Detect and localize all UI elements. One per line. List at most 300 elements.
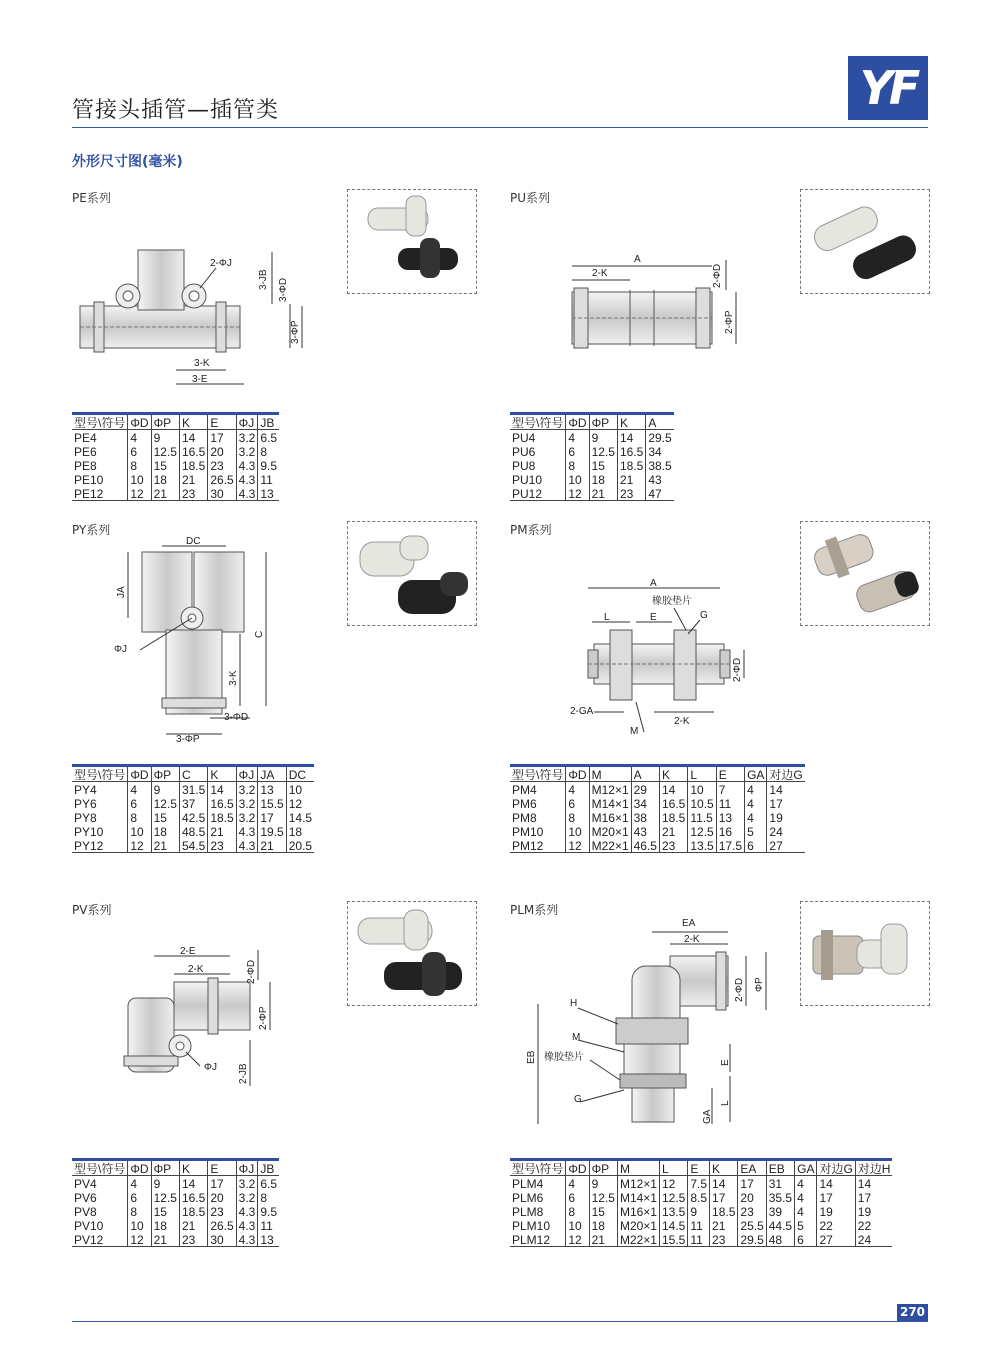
plm-table-row bbox=[510, 1218, 892, 1232]
plm-col-header: 型号\符号 bbox=[512, 1161, 564, 1176]
py-table-cell: PY4 bbox=[74, 782, 97, 797]
pe-table-row bbox=[72, 430, 279, 445]
plm-table-cell: 9 bbox=[688, 1204, 710, 1218]
py-table-cell: 12 bbox=[128, 838, 151, 853]
pm-table-cell: M12×1 bbox=[589, 782, 631, 797]
page-number: 270 bbox=[897, 1304, 928, 1321]
plm-table-cell: 25.5 bbox=[738, 1218, 766, 1232]
pv-table-cell: 30 bbox=[208, 1232, 236, 1247]
pe-col-header: K bbox=[179, 414, 207, 430]
py-table-cell: 18 bbox=[286, 824, 314, 838]
plm-table-cell: 14 bbox=[855, 1176, 892, 1191]
pu-table-cell: 18 bbox=[589, 472, 617, 486]
pe-table-cell: 3.2 bbox=[236, 430, 258, 445]
plm-series-label: PLM系列 bbox=[510, 903, 559, 917]
pv-table-cell: 4 bbox=[128, 1176, 151, 1191]
plm-table-row bbox=[510, 1204, 892, 1218]
pm-table-cell: 46.5 bbox=[631, 838, 659, 853]
pu-col-header: ΦD bbox=[566, 414, 589, 430]
pv-table-cell: 9 bbox=[151, 1176, 179, 1191]
plm-table-row bbox=[510, 1232, 892, 1247]
plm-col-header: EB bbox=[766, 1160, 794, 1176]
plm-table-cell: M22×1 bbox=[617, 1232, 659, 1247]
pv-table-row bbox=[72, 1190, 279, 1204]
py-table-cell: 48.5 bbox=[179, 824, 207, 838]
page-title: 管接头插管—插管类 bbox=[72, 98, 280, 123]
pe-table-cell: 21 bbox=[151, 486, 179, 501]
pe-table-cell: 6 bbox=[128, 444, 151, 458]
pm-table-cell: 6 bbox=[745, 838, 767, 853]
pe-dim-k: 3-K bbox=[194, 358, 210, 369]
plm-table-cell: 6 bbox=[566, 1190, 589, 1204]
plm-table-cell: PLM6 bbox=[512, 1190, 544, 1205]
pm-col-header: M bbox=[589, 766, 631, 782]
pu-table-cell: 15 bbox=[589, 458, 617, 472]
pe-table-cell: PE10 bbox=[74, 472, 104, 487]
pe-table-cell: 3.2 bbox=[236, 444, 258, 458]
py-table-cell: PY10 bbox=[74, 824, 104, 839]
pv-table-cell: PV8 bbox=[74, 1204, 97, 1219]
pm-table-row bbox=[510, 838, 805, 853]
pu-col-header: 型号\符号 bbox=[512, 415, 564, 430]
pm-product-photo bbox=[800, 521, 930, 626]
py-table-cell: 12.5 bbox=[151, 796, 179, 810]
pu-col-header: K bbox=[617, 414, 645, 430]
plm-table-cell: 5 bbox=[795, 1218, 817, 1232]
py-table-cell: 3.2 bbox=[236, 810, 258, 824]
pe-dim-d: 3-ΦD bbox=[278, 277, 289, 302]
pm-table-cell: 10.5 bbox=[688, 796, 716, 810]
pe-table-cell: 4 bbox=[128, 430, 151, 445]
pm-table-cell: 27 bbox=[767, 838, 805, 853]
plm-table-cell: 12.5 bbox=[589, 1190, 617, 1204]
pe-product-photo bbox=[347, 189, 477, 294]
py-table-row bbox=[72, 824, 314, 838]
pv-table-cell: 15 bbox=[151, 1204, 179, 1218]
pu-table-cell: PU4 bbox=[512, 430, 536, 445]
pe-table-cell: 12 bbox=[128, 486, 151, 501]
plm-table-cell: 11 bbox=[688, 1218, 710, 1232]
py-col-header: ΦP bbox=[151, 766, 179, 782]
plm-table-cell: 21 bbox=[710, 1218, 738, 1232]
py-table-cell: 9 bbox=[151, 782, 179, 797]
pv-table-cell: 12.5 bbox=[151, 1190, 179, 1204]
plm-dim-g: G bbox=[574, 1094, 582, 1105]
header-divider bbox=[72, 127, 928, 128]
plm-table-cell: 22 bbox=[817, 1218, 855, 1232]
pm-dim-ga: 2-GA bbox=[570, 706, 594, 717]
py-dim-dc: DC bbox=[186, 536, 201, 547]
pv-dim-jb: 2-JB bbox=[238, 1063, 249, 1084]
pm-table-cell: M22×1 bbox=[589, 838, 631, 853]
py-col-header: ΦD bbox=[128, 766, 151, 782]
pe-table-cell: 15 bbox=[151, 458, 179, 472]
plm-col-header: M bbox=[617, 1160, 659, 1176]
pv-table-cell: 3.2 bbox=[236, 1190, 258, 1204]
pe-table-cell: PE6 bbox=[74, 444, 97, 459]
plm-table-cell: 17 bbox=[817, 1190, 855, 1204]
plm-dimension-drawing bbox=[520, 912, 780, 1134]
py-table-cell: 15 bbox=[151, 810, 179, 824]
py-table-cell: 31.5 bbox=[179, 782, 207, 797]
pe-table-cell: 23 bbox=[208, 458, 236, 472]
pu-table-cell: 23 bbox=[617, 486, 645, 501]
pu-col-header: ΦP bbox=[589, 414, 617, 430]
pm-series-label: PM系列 bbox=[510, 523, 552, 537]
plm-dim-ga: GA bbox=[702, 1109, 713, 1124]
plm-table-cell: 22 bbox=[855, 1218, 892, 1232]
pe-table-cell: 26.5 bbox=[208, 472, 236, 486]
py-table-cell: 12 bbox=[286, 796, 314, 810]
py-col-header: ΦJ bbox=[236, 766, 258, 782]
pm-table-cell: 11.5 bbox=[688, 810, 716, 824]
pm-table-cell: M16×1 bbox=[589, 810, 631, 824]
py-table-cell: 3.2 bbox=[236, 782, 258, 797]
plm-table-cell: 24 bbox=[855, 1232, 892, 1247]
plm-table-cell: PLM12 bbox=[512, 1232, 551, 1247]
pu-dim-d: 2-ΦD bbox=[712, 263, 723, 288]
pv-table-cell: 4.3 bbox=[236, 1204, 258, 1218]
pv-table-cell: 8 bbox=[258, 1190, 279, 1204]
plm-table-cell: PLM10 bbox=[512, 1218, 551, 1233]
pv-table-cell: 23 bbox=[179, 1232, 207, 1247]
plm-col-header: K bbox=[710, 1160, 738, 1176]
pm-dim-l: L bbox=[604, 612, 610, 623]
py-col-header: DC bbox=[286, 766, 314, 782]
pm-col-header: L bbox=[688, 766, 716, 782]
plm-col-header: ΦP bbox=[589, 1160, 617, 1176]
plm-table-row bbox=[510, 1190, 892, 1204]
pu-table-cell: 10 bbox=[566, 472, 589, 486]
plm-table-cell: PLM8 bbox=[512, 1204, 544, 1219]
plm-col-header: L bbox=[659, 1160, 687, 1176]
pv-table-cell: 8 bbox=[128, 1204, 151, 1218]
pu-table-cell: 12 bbox=[566, 486, 589, 501]
pv-table-cell: 4.3 bbox=[236, 1232, 258, 1247]
pv-table-cell: 26.5 bbox=[208, 1218, 236, 1232]
plm-table-cell: 15.5 bbox=[659, 1232, 687, 1247]
pm-col-header: K bbox=[659, 766, 687, 782]
pm-table-cell: 38 bbox=[631, 810, 659, 824]
py-table-cell: 21 bbox=[208, 824, 236, 838]
py-dim-ja: JA bbox=[116, 586, 127, 598]
pm-table-row bbox=[510, 824, 805, 838]
py-table-cell: 14 bbox=[208, 782, 236, 797]
pu-table-cell: 38.5 bbox=[646, 458, 674, 472]
pe-table-row bbox=[72, 486, 279, 501]
plm-col-header: 对边G bbox=[817, 1160, 855, 1176]
pv-dimension-drawing bbox=[120, 940, 280, 1090]
pe-table-cell: 20 bbox=[208, 444, 236, 458]
pe-table-cell: PE8 bbox=[74, 458, 97, 473]
pm-col-header: E bbox=[716, 766, 744, 782]
pu-table-row bbox=[510, 486, 674, 501]
pv-col-header: E bbox=[208, 1160, 236, 1176]
plm-table-cell: 4 bbox=[795, 1190, 817, 1204]
plm-table-cell: 23 bbox=[738, 1204, 766, 1218]
pu-table-cell: 16.5 bbox=[617, 444, 645, 458]
pm-dim-rubber: 橡胶垫片 bbox=[652, 596, 692, 607]
pv-table-cell: 20 bbox=[208, 1190, 236, 1204]
pe-table-cell: 23 bbox=[179, 486, 207, 501]
pm-dim-g: G bbox=[700, 610, 708, 621]
pm-table-cell: 17 bbox=[767, 796, 805, 810]
pe-table-row bbox=[72, 472, 279, 486]
plm-dim-p: ΦP bbox=[754, 977, 765, 992]
pe-table-cell: 4.3 bbox=[236, 472, 258, 486]
plm-table-cell: 17 bbox=[710, 1190, 738, 1204]
plm-table-cell: 19 bbox=[855, 1204, 892, 1218]
pe-table-cell: 12.5 bbox=[151, 444, 179, 458]
pm-table-cell: 14 bbox=[659, 782, 687, 797]
plm-table-cell: 12 bbox=[659, 1176, 687, 1191]
py-table-row bbox=[72, 810, 314, 824]
pv-dim-j: ΦJ bbox=[204, 1062, 217, 1073]
pv-table-cell: 18 bbox=[151, 1218, 179, 1232]
pm-table-cell: 14 bbox=[767, 782, 805, 797]
plm-table-cell: 17 bbox=[738, 1176, 766, 1191]
py-table-cell: PY6 bbox=[74, 796, 97, 811]
py-table-cell: 15.5 bbox=[258, 796, 286, 810]
plm-dim-rubber: 橡胶垫片 bbox=[544, 1052, 584, 1063]
plm-table-cell: 19 bbox=[817, 1204, 855, 1218]
pu-table-cell: 6 bbox=[566, 444, 589, 458]
pm-dim-d: 2-ΦD bbox=[732, 657, 743, 682]
pv-table-cell: 16.5 bbox=[179, 1190, 207, 1204]
pm-table-cell: M14×1 bbox=[589, 796, 631, 810]
pv-col-header: ΦP bbox=[151, 1160, 179, 1176]
pu-table-cell: PU10 bbox=[512, 472, 543, 487]
pv-col-header: JB bbox=[258, 1160, 279, 1176]
pv-table-cell: 18.5 bbox=[179, 1204, 207, 1218]
plm-col-header: GA bbox=[795, 1160, 817, 1176]
py-table-cell: 18.5 bbox=[208, 810, 236, 824]
pu-table-cell: PU12 bbox=[512, 486, 543, 501]
plm-table-cell: 4 bbox=[566, 1176, 589, 1191]
section-subtitle: 外形尺寸图(毫米) bbox=[72, 154, 183, 170]
pv-table-row bbox=[72, 1218, 279, 1232]
pm-dim-a: A bbox=[650, 578, 657, 589]
plm-table-row bbox=[510, 1176, 892, 1191]
pm-table-cell: 29 bbox=[631, 782, 659, 797]
pu-table-row bbox=[510, 444, 674, 458]
plm-table-cell: 14 bbox=[710, 1176, 738, 1191]
py-dim-j: ΦJ bbox=[114, 644, 127, 655]
plm-table-cell: 44.5 bbox=[766, 1218, 794, 1232]
pu-product-photo bbox=[800, 189, 930, 294]
pe-table-cell: 14 bbox=[179, 430, 207, 445]
pv-col-header: ΦD bbox=[128, 1160, 151, 1176]
pe-table-cell: 18.5 bbox=[179, 458, 207, 472]
pm-table-cell: 10 bbox=[566, 824, 589, 838]
pv-table-cell: 4.3 bbox=[236, 1218, 258, 1232]
plm-col-header: EA bbox=[738, 1160, 766, 1176]
pv-dim-e: 2-E bbox=[180, 946, 196, 957]
pv-product-photo bbox=[347, 901, 477, 1006]
plm-spec-table bbox=[510, 1158, 892, 1247]
plm-table-cell: 20 bbox=[738, 1190, 766, 1204]
py-table-cell: 19.5 bbox=[258, 824, 286, 838]
plm-table-cell: 6 bbox=[795, 1232, 817, 1247]
pu-table-cell: 43 bbox=[646, 472, 674, 486]
py-col-header: C bbox=[179, 766, 207, 782]
pv-table-cell: 3.2 bbox=[236, 1176, 258, 1191]
plm-table-cell: 12 bbox=[566, 1232, 589, 1247]
pv-table-cell: 10 bbox=[128, 1218, 151, 1232]
brand-logo: YF bbox=[848, 56, 928, 120]
pv-dim-k: 2-K bbox=[188, 964, 204, 975]
pm-dim-e: E bbox=[650, 612, 657, 623]
pv-table-row bbox=[72, 1204, 279, 1218]
plm-table-cell: 17 bbox=[855, 1190, 892, 1204]
pv-col-header: ΦJ bbox=[236, 1160, 258, 1176]
pm-col-header: GA bbox=[745, 766, 767, 782]
pe-table-cell: 4.3 bbox=[236, 458, 258, 472]
pm-dim-k: 2-K bbox=[674, 716, 690, 727]
pv-table-row bbox=[72, 1232, 279, 1247]
pm-table-cell: 34 bbox=[631, 796, 659, 810]
plm-table-cell: 9 bbox=[589, 1176, 617, 1191]
pm-table-cell: PM4 bbox=[512, 782, 537, 797]
pm-table-cell: 8 bbox=[566, 810, 589, 824]
pv-spec-table bbox=[72, 1158, 279, 1247]
pm-table-cell: 6 bbox=[566, 796, 589, 810]
plm-table-cell: M14×1 bbox=[617, 1190, 659, 1204]
pm-table-cell: 18.5 bbox=[659, 810, 687, 824]
pm-table-cell: 24 bbox=[767, 824, 805, 838]
pv-table-cell: 21 bbox=[179, 1218, 207, 1232]
plm-table-cell: 48 bbox=[766, 1232, 794, 1247]
pm-table-cell: 4 bbox=[745, 782, 767, 797]
plm-table-cell: 23 bbox=[710, 1232, 738, 1247]
pm-col-header: 型号\符号 bbox=[512, 767, 564, 782]
pm-table-cell: 43 bbox=[631, 824, 659, 838]
plm-table-cell: 14 bbox=[817, 1176, 855, 1191]
py-table-cell: 4.3 bbox=[236, 838, 258, 853]
pv-table-row bbox=[72, 1176, 279, 1191]
py-col-header: JA bbox=[258, 766, 286, 782]
pe-table-row bbox=[72, 444, 279, 458]
pe-table-cell: 6.5 bbox=[258, 430, 279, 445]
pe-dimension-drawing bbox=[76, 244, 316, 389]
pv-table-cell: 14 bbox=[179, 1176, 207, 1191]
pm-table-cell: 4 bbox=[745, 796, 767, 810]
pe-table-cell: 8 bbox=[258, 444, 279, 458]
py-table-cell: 42.5 bbox=[179, 810, 207, 824]
pm-col-header: A bbox=[631, 766, 659, 782]
pv-table-cell: 23 bbox=[208, 1204, 236, 1218]
pe-col-header: 型号\符号 bbox=[74, 415, 126, 430]
pe-col-header: JB bbox=[258, 414, 279, 430]
plm-col-header: E bbox=[688, 1160, 710, 1176]
pe-col-header: ΦJ bbox=[236, 414, 258, 430]
plm-table-cell: 7.5 bbox=[688, 1176, 710, 1191]
pu-series-label: PU系列 bbox=[510, 191, 551, 205]
pv-table-cell: 13 bbox=[258, 1232, 279, 1247]
pm-col-header: 对边G bbox=[767, 766, 805, 782]
pe-col-header: E bbox=[208, 414, 236, 430]
py-table-cell: 4.3 bbox=[236, 824, 258, 838]
pe-dim-2j: 2-ΦJ bbox=[210, 258, 232, 269]
pu-col-header: A bbox=[646, 414, 674, 430]
py-table-cell: 20.5 bbox=[286, 838, 314, 853]
pu-table-cell: 14 bbox=[617, 430, 645, 445]
pm-table-cell: PM6 bbox=[512, 796, 537, 811]
pu-table-cell: 47 bbox=[646, 486, 674, 501]
pm-table-cell: 7 bbox=[716, 782, 744, 797]
py-table-row bbox=[72, 782, 314, 797]
py-dim-p: 3-ΦP bbox=[176, 734, 200, 745]
pv-table-cell: 21 bbox=[151, 1232, 179, 1247]
pe-spec-table bbox=[72, 412, 279, 501]
pv-table-cell: PV12 bbox=[74, 1232, 104, 1247]
py-spec-table bbox=[72, 764, 314, 853]
pv-table-cell: 12 bbox=[128, 1232, 151, 1247]
pu-table-cell: PU6 bbox=[512, 444, 536, 459]
pv-table-cell: 9.5 bbox=[258, 1204, 279, 1218]
pv-table-cell: PV4 bbox=[74, 1176, 97, 1191]
py-dim-c: C bbox=[254, 630, 265, 638]
plm-table-cell: 11 bbox=[688, 1232, 710, 1247]
pv-table-cell: 6.5 bbox=[258, 1176, 279, 1191]
pe-table-cell: 18 bbox=[151, 472, 179, 486]
pu-table-cell: 12.5 bbox=[589, 444, 617, 458]
pm-table-cell: 10 bbox=[688, 782, 716, 797]
py-table-cell: 21 bbox=[258, 838, 286, 853]
pe-table-cell: 30 bbox=[208, 486, 236, 501]
pe-dim-e: 3-E bbox=[192, 374, 208, 385]
pm-table-cell: PM8 bbox=[512, 810, 537, 825]
pe-table-cell: 8 bbox=[128, 458, 151, 472]
pu-table-cell: 21 bbox=[617, 472, 645, 486]
pv-series-label: PV系列 bbox=[72, 903, 112, 917]
plm-col-header: ΦD bbox=[566, 1160, 589, 1176]
py-table-cell: 10 bbox=[286, 782, 314, 797]
plm-table-cell: 4 bbox=[795, 1176, 817, 1191]
pe-table-cell: 4.3 bbox=[236, 486, 258, 501]
py-table-cell: 3.2 bbox=[236, 796, 258, 810]
plm-table-cell: 35.5 bbox=[766, 1190, 794, 1204]
py-series-label: PY系列 bbox=[72, 523, 111, 537]
pm-table-cell: 12.5 bbox=[688, 824, 716, 838]
pm-table-cell: 13 bbox=[716, 810, 744, 824]
plm-table-cell: 18 bbox=[589, 1218, 617, 1232]
pm-dimension-drawing bbox=[564, 574, 764, 742]
py-table-cell: 17 bbox=[258, 810, 286, 824]
pu-spec-table bbox=[510, 412, 674, 501]
plm-table-cell: PLM4 bbox=[512, 1176, 544, 1191]
py-table-cell: 23 bbox=[208, 838, 236, 853]
plm-table-cell: 18.5 bbox=[710, 1204, 738, 1218]
plm-dim-m: M bbox=[572, 1032, 581, 1043]
plm-table-cell: 13.5 bbox=[659, 1204, 687, 1218]
pu-table-cell: PU8 bbox=[512, 458, 536, 473]
plm-dim-d: 2-ΦD bbox=[734, 977, 745, 1002]
pm-table-cell: 5 bbox=[745, 824, 767, 838]
pm-table-cell: 4 bbox=[566, 782, 589, 797]
pm-table-row bbox=[510, 782, 805, 797]
pm-table-cell: 17.5 bbox=[716, 838, 744, 853]
pu-table-cell: 29.5 bbox=[646, 430, 674, 445]
pe-table-row bbox=[72, 458, 279, 472]
pm-table-cell: PM10 bbox=[512, 824, 544, 839]
pm-table-cell: PM12 bbox=[512, 838, 544, 853]
pe-table-cell: 11 bbox=[258, 472, 279, 486]
pu-dim-a: A bbox=[634, 254, 641, 265]
pe-dim-jb: 3-JB bbox=[258, 269, 269, 290]
pm-table-row bbox=[510, 796, 805, 810]
pe-col-header: ΦD bbox=[128, 414, 151, 430]
